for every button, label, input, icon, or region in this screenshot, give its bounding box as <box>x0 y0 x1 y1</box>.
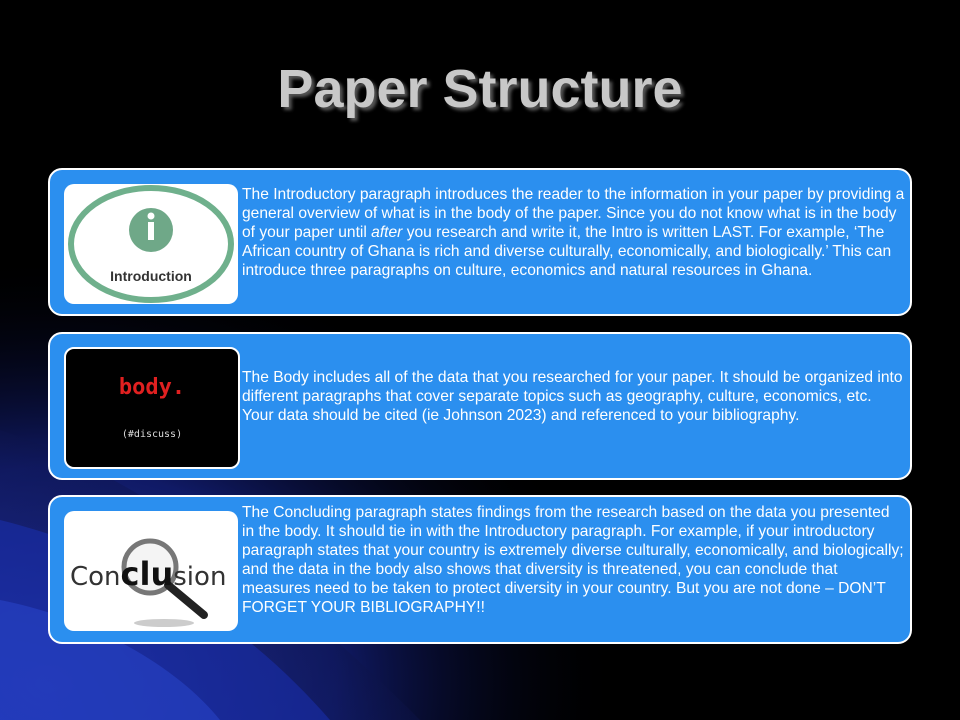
introduction-text-emphasis: after <box>371 224 403 241</box>
body-card <box>48 332 912 480</box>
conclusion-icon-word <box>70 555 226 593</box>
conclusion-text: The Concluding paragraph states findings from the research based on the data you presented in the body. It should tie in with the Introductory paragraph. For example, if your introductory paragraph states that your country is extremely diverse culturally, economically, and biologically; and the data in the body also shows that diversity is threatened, you can conclude that measures need to be taken to protect diversity in your country. But you are not done – DON’T FORGET YOUR BIBLIOGRAPHY!! <box>242 504 904 616</box>
body-discuss-icon <box>64 347 240 469</box>
body-icon-subtext: (#discuss) <box>121 429 183 440</box>
conclusion-magnifier-icon <box>64 511 238 631</box>
introduction-card <box>48 168 912 316</box>
info-circle-icon <box>64 184 238 304</box>
introduction-text-part1: The Introductory paragraph introduces the reader to the information in your paper by providing a general overview of what is in the body of the paper. Since you do not know what is in the body of your paper until <box>242 186 905 241</box>
conclusion-card <box>48 495 912 644</box>
body-text: The Body includes all of the data that you researched for your paper. It should be organized into different paragraphs that cover separate topics such as geography, culture, economics, etc. Your data should be cited (ie Johnson 2023) and referenced to your bibliography. <box>242 369 903 424</box>
introduction-text <box>242 185 906 280</box>
conclusion-word-start: Con <box>70 562 121 592</box>
body-icon-word: body. <box>118 375 186 400</box>
conclusion-word-end: sion <box>173 562 227 592</box>
introduction-icon <box>64 184 238 304</box>
introduction-text-part2: you research and write it, the Intro is written LAST. For example, ‘The African country of Ghana is rich and diverse culturally, economically, and biologically.’ This can introduce three paragraphs on culture, economics and natural resources in Ghana. <box>242 224 892 279</box>
conclusion-word-mid: clu <box>120 555 174 593</box>
introduction-label: Introduction <box>110 268 192 284</box>
page-title: Paper Structure <box>277 59 683 119</box>
